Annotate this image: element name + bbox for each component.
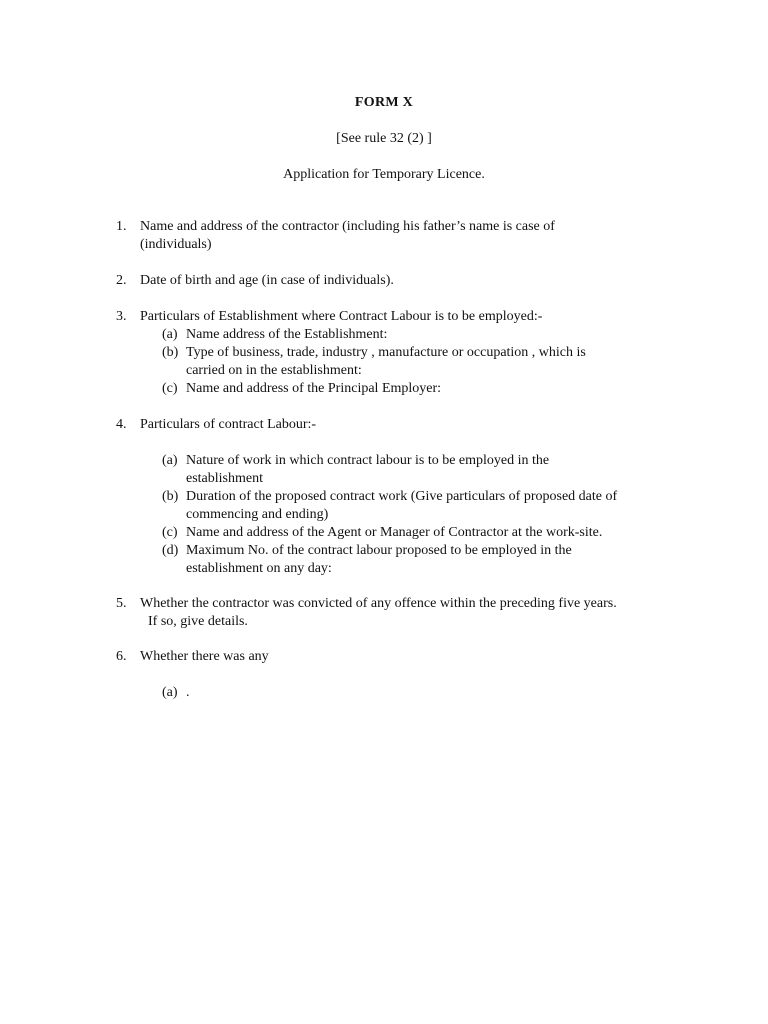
item-text (140, 218, 670, 254)
sub-item-line: . (186, 685, 190, 700)
item-number: 3. (116, 309, 127, 324)
rule-reference: [See rule 32 (2) ] (336, 131, 432, 146)
item-text (140, 272, 670, 290)
sub-item-label: (c) (162, 381, 178, 396)
sub-item-text (186, 326, 662, 344)
sub-item-line: carried on in the establishment: (186, 363, 362, 378)
sub-item-text (186, 380, 662, 398)
sub-item-text (186, 452, 662, 488)
sub-item-text (186, 542, 662, 578)
sub-item-line: commencing and ending) (186, 507, 329, 522)
item-number: 5. (116, 596, 127, 611)
sub-item-text (186, 684, 662, 702)
item-line: Particulars of Establishment where Contract Labour is to be employed:- (140, 309, 543, 324)
sub-item-text (186, 524, 662, 542)
sub-item-label: (c) (162, 525, 178, 540)
form-heading: Application for Temporary Licence. (283, 167, 485, 182)
item-number: 6. (116, 649, 127, 664)
sub-item-label: (a) (162, 327, 178, 342)
sub-item-line: Name and address of the Principal Employer: (186, 381, 442, 396)
sub-item-line: Name address of the Establishment: (186, 327, 388, 342)
item-text (140, 648, 670, 666)
item-line: (individuals) (140, 237, 212, 252)
item-line: Particulars of contract Labour:- (140, 417, 317, 432)
item-line: Date of birth and age (in case of individuals). (140, 273, 394, 288)
item-line: Whether there was any (140, 649, 269, 664)
sub-item-label: (b) (162, 489, 179, 504)
item-5-continuation: If so, give details. (148, 614, 248, 629)
item-text (140, 308, 670, 326)
item-line: Name and address of the contractor (including his father’s name is case of (140, 219, 555, 234)
sub-item-line: Duration of the proposed contract work (Give particulars of proposed date of (186, 489, 618, 504)
sub-item-line: Type of business, trade, industry , manufacture or occupation , which is (186, 345, 586, 360)
sub-item-label: (b) (162, 345, 179, 360)
sub-item-line: Maximum No. of the contract labour proposed to be employed in the (186, 543, 572, 558)
item-number: 1. (116, 219, 127, 234)
sub-item-line: Name and address of the Agent or Manager of Contractor at the work-site. (186, 525, 603, 540)
item-text (140, 416, 670, 434)
item-number: 2. (116, 273, 127, 288)
item-line: Whether the contractor was convicted of any offence within the preceding five years. (140, 596, 617, 611)
sub-item-label: (d) (162, 543, 179, 558)
sub-item-text (186, 488, 662, 524)
item-number: 4. (116, 417, 127, 432)
form-title: FORM X (354, 95, 414, 110)
sub-item-line: Nature of work in which contract labour is to be employed in the (186, 453, 550, 468)
sub-item-line: establishment (186, 471, 263, 486)
sub-item-line: establishment on any day: (186, 561, 332, 576)
sub-item-text (186, 344, 662, 380)
sub-item-label: (a) (162, 685, 178, 700)
item-text (140, 595, 670, 613)
sub-item-label: (a) (162, 453, 178, 468)
